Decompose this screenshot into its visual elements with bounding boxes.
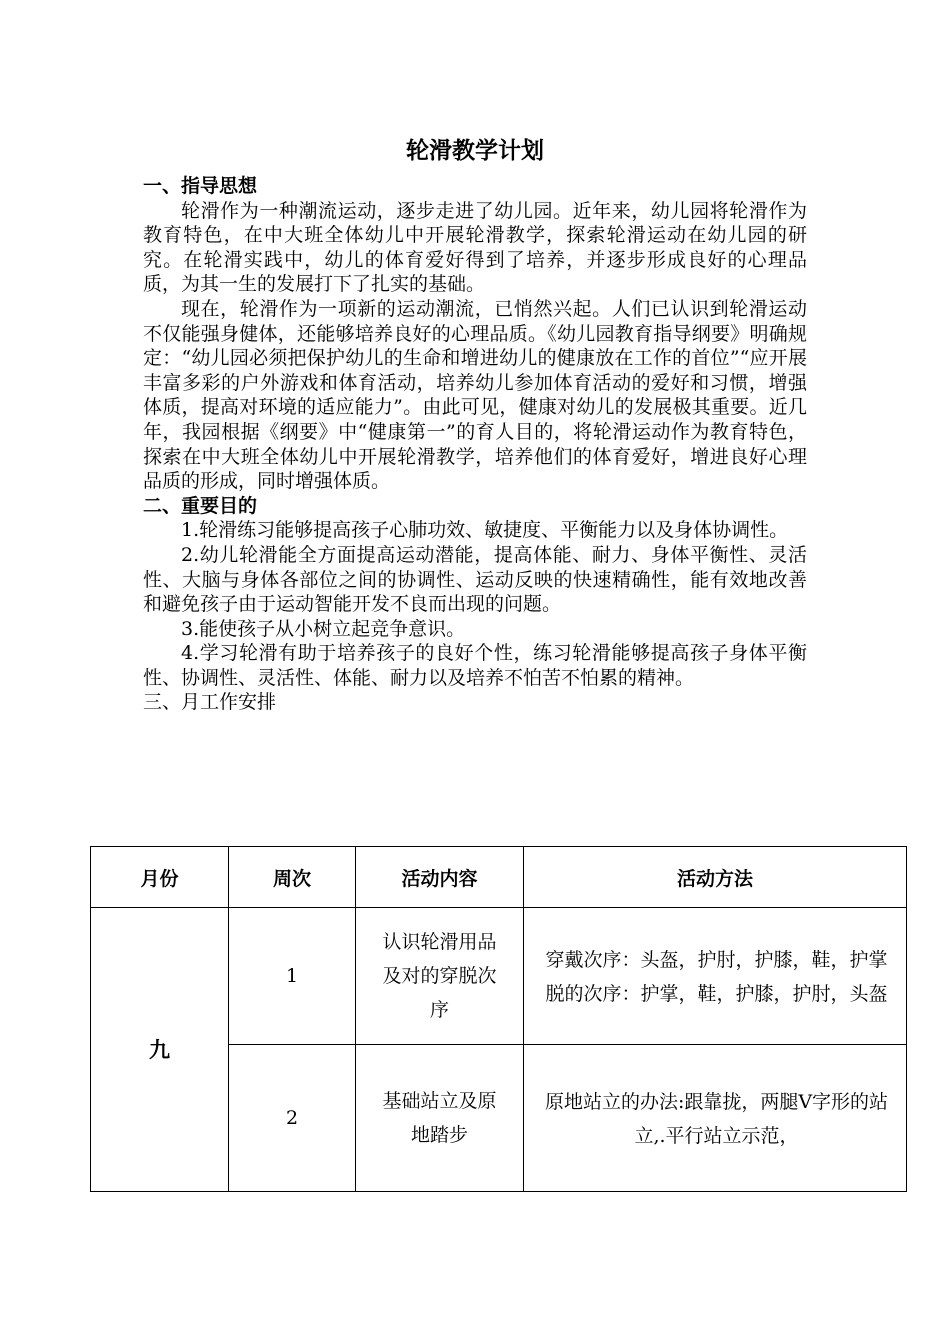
method-line: 原地站立的办法:跟靠拢，两腿Ⅴ字形的站立,.平行站立示范，	[544, 1091, 889, 1147]
month-cell: 九	[91, 908, 229, 1192]
header-month: 月份	[91, 847, 229, 908]
week-cell: 1	[229, 908, 356, 1045]
method-line: 脱的次序：护掌，鞋，护膝，护肘，头盔	[545, 983, 888, 1005]
section-heading-monthly-plan: 三、月工作安排	[143, 691, 277, 714]
goal-item: 2.幼儿轮滑能全方面提高运动潜能，提高体能、耐力、身体平衡性、灵活性、大脑与身体各部位之间的协调性、运动反映的快速精确性，能有效地改善和避免孩子由于运动智能开发不良而出现的问题。	[143, 543, 807, 616]
content-cell: 基础站立及原地踏步	[356, 1045, 524, 1192]
goal-item: 1.轮滑练习能够提高孩子心肺功效、敏捷度、平衡能力以及身体协调性。	[181, 519, 789, 542]
section-heading-guiding-idea: 一、指导思想	[143, 175, 258, 197]
header-method: 活动方法	[524, 847, 907, 908]
document-title: 轮滑教学计划	[406, 138, 544, 164]
method-line: 穿戴次序：头盔，护肘，护膝，鞋，护掌	[545, 949, 888, 971]
content-cell: 认识轮滑用品及对的穿脱次序	[356, 908, 524, 1045]
method-cell	[524, 908, 907, 1045]
goal-item: 4.学习轮滑有助于培养孩子的良好个性，练习轮滑能够提高孩子身体平衡性、协调性、灵活性、体能、耐力以及培养不怕苦不怕累的精神。	[143, 642, 807, 689]
goal-item: 3.能使孩子从小树立起竞争意识。	[181, 617, 466, 640]
monthly-plan-table	[90, 846, 907, 1192]
paragraph-1: 轮滑作为一种潮流运动，逐步走进了幼儿园。近年来，幼儿园将轮滑作为教育特色，在中大班全体幼儿中开展轮滑教学，探索轮滑运动在幼儿园的研究。在轮滑实践中，幼儿的体育爱好得到了培养，并逐步形成良好的心理品质，为其一生的发展打下了扎实的基础。	[143, 199, 807, 296]
header-week: 周次	[229, 847, 356, 908]
section-heading-main-goals: 二、重要目的	[143, 494, 258, 517]
week-cell: 2	[229, 1045, 356, 1192]
table-row	[91, 908, 907, 1045]
method-cell	[524, 1045, 907, 1192]
header-content: 活动内容	[356, 847, 524, 908]
document-body	[143, 174, 807, 715]
table-header-row	[91, 847, 907, 908]
paragraph-2: 现在，轮滑作为一项新的运动潮流，已悄然兴起。人们已认识到轮滑运动不仅能强身健体，还能够培养良好的心理品质。《幼儿园教育指导纲要》明确规定：“幼儿园必须把保护幼儿的生命和增进幼儿的健康放在工作的首位”“应开展丰富多彩的户外游戏和体育活动，培养幼儿参加体育活动的爱好和习惯，增强体质，提高对环境的适应能力”。由此可见，健康对幼儿的发展极其重要。近几年，我园根据《纲要》中“健康第一”的育人目的，将轮滑运动作为教育特色，探索在中大班全体幼儿中开展轮滑教学，培养他们的体育爱好，增进良好心理品质的形成，同时增强体质。	[143, 297, 807, 493]
